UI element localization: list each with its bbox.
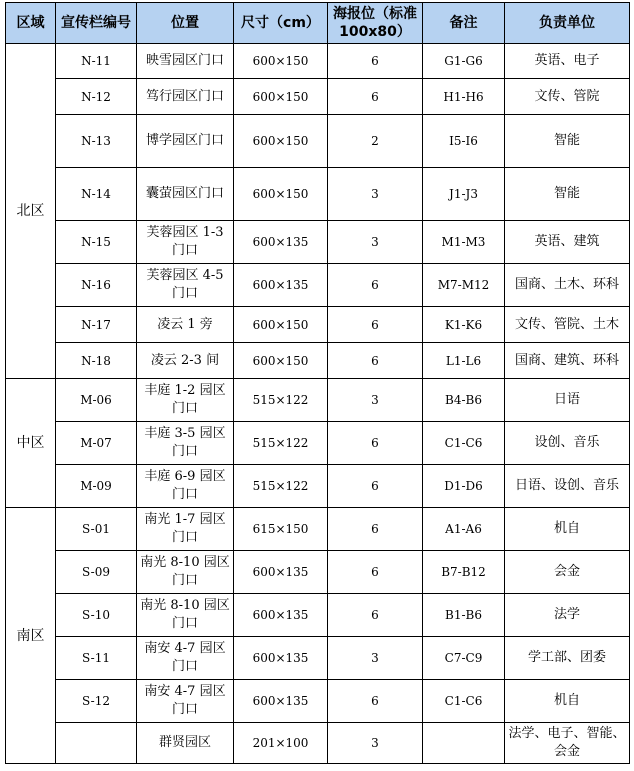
header-responsible-unit: 负责单位 — [505, 3, 630, 44]
header-code: 宣传栏编号 — [56, 3, 137, 44]
location-cell: 丰庭 3-5 园区门口 — [137, 422, 234, 465]
size-cell: 515×122 — [234, 379, 328, 422]
table-row — [6, 307, 630, 343]
table-row — [6, 637, 630, 680]
region-south-cell: 南区 — [6, 508, 56, 764]
code-cell: S-12 — [56, 680, 137, 723]
table-row — [6, 264, 630, 307]
poster-count-cell: 6 — [328, 594, 423, 637]
location-cell: 囊萤园区门口 — [137, 168, 234, 221]
region-middle-cell: 中区 — [6, 379, 56, 508]
note-cell: M1-M3 — [423, 221, 505, 264]
unit-cell: 英语、建筑 — [505, 221, 630, 264]
billboard-table — [5, 2, 630, 764]
note-cell: B4-B6 — [423, 379, 505, 422]
code-cell: N-16 — [56, 264, 137, 307]
header-size: 尺寸（cm） — [234, 3, 328, 44]
size-cell: 201×100 — [234, 723, 328, 764]
unit-cell: 日语 — [505, 379, 630, 422]
size-cell: 600×150 — [234, 79, 328, 115]
note-cell: I5-I6 — [423, 115, 505, 168]
code-cell — [56, 723, 137, 764]
poster-count-cell: 6 — [328, 508, 423, 551]
note-cell: A1-A6 — [423, 508, 505, 551]
poster-count-cell: 6 — [328, 680, 423, 723]
location-cell: 博学园区门口 — [137, 115, 234, 168]
table-row — [6, 508, 630, 551]
code-cell: N-15 — [56, 221, 137, 264]
unit-cell: 法学 — [505, 594, 630, 637]
note-cell: C1-C6 — [423, 680, 505, 723]
unit-cell: 会金 — [505, 551, 630, 594]
note-cell: J1-J3 — [423, 168, 505, 221]
poster-count-cell: 6 — [328, 465, 423, 508]
poster-count-cell: 6 — [328, 422, 423, 465]
code-cell: N-14 — [56, 168, 137, 221]
unit-cell: 文传、管院、土木 — [505, 307, 630, 343]
location-cell: 群贤园区 — [137, 723, 234, 764]
code-cell: N-11 — [56, 44, 137, 79]
unit-cell: 设创、音乐 — [505, 422, 630, 465]
size-cell: 600×150 — [234, 307, 328, 343]
table-row — [6, 723, 630, 764]
poster-count-cell: 3 — [328, 637, 423, 680]
poster-count-cell: 6 — [328, 264, 423, 307]
location-cell: 芙蓉园区 4-5 门口 — [137, 264, 234, 307]
poster-count-cell: 6 — [328, 79, 423, 115]
unit-cell: 法学、电子、智能、会金 — [505, 723, 630, 764]
unit-cell: 机自 — [505, 680, 630, 723]
table-row — [6, 465, 630, 508]
size-cell: 600×135 — [234, 637, 328, 680]
note-cell: H1-H6 — [423, 79, 505, 115]
size-cell: 600×135 — [234, 594, 328, 637]
note-cell: B1-B6 — [423, 594, 505, 637]
poster-count-cell: 3 — [328, 168, 423, 221]
table-row — [6, 79, 630, 115]
location-cell: 南安 4-7 园区门口 — [137, 680, 234, 723]
poster-count-cell: 3 — [328, 723, 423, 764]
size-cell: 600×135 — [234, 551, 328, 594]
location-cell: 凌云 1 旁 — [137, 307, 234, 343]
header-location: 位置 — [137, 3, 234, 44]
unit-cell: 英语、电子 — [505, 44, 630, 79]
size-cell: 615×150 — [234, 508, 328, 551]
code-cell: N-18 — [56, 343, 137, 379]
size-cell: 600×135 — [234, 264, 328, 307]
unit-cell: 机自 — [505, 508, 630, 551]
unit-cell: 智能 — [505, 115, 630, 168]
code-cell: N-13 — [56, 115, 137, 168]
location-cell: 丰庭 1-2 园区门口 — [137, 379, 234, 422]
location-cell: 南光 8-10 园区门口 — [137, 594, 234, 637]
location-cell: 丰庭 6-9 园区门口 — [137, 465, 234, 508]
table-row — [6, 343, 630, 379]
size-cell: 600×150 — [234, 343, 328, 379]
code-cell: S-01 — [56, 508, 137, 551]
location-cell: 南光 1-7 园区门口 — [137, 508, 234, 551]
note-cell: D1-D6 — [423, 465, 505, 508]
location-cell: 南安 4-7 园区门口 — [137, 637, 234, 680]
table-row — [6, 379, 630, 422]
table-row — [6, 680, 630, 723]
header-poster-count: 海报位（标准100x80） — [328, 3, 423, 44]
note-cell: K1-K6 — [423, 307, 505, 343]
size-cell: 515×122 — [234, 465, 328, 508]
poster-count-cell: 6 — [328, 343, 423, 379]
poster-count-cell: 6 — [328, 551, 423, 594]
poster-count-cell: 6 — [328, 44, 423, 79]
table-row — [6, 551, 630, 594]
table-row — [6, 115, 630, 168]
note-cell: C1-C6 — [423, 422, 505, 465]
code-cell: M-07 — [56, 422, 137, 465]
size-cell: 600×150 — [234, 115, 328, 168]
code-cell: S-11 — [56, 637, 137, 680]
note-cell: B7-B12 — [423, 551, 505, 594]
size-cell: 600×150 — [234, 44, 328, 79]
location-cell: 南光 8-10 园区门口 — [137, 551, 234, 594]
header-note: 备注 — [423, 3, 505, 44]
poster-count-cell: 3 — [328, 221, 423, 264]
size-cell: 600×150 — [234, 168, 328, 221]
poster-count-cell: 6 — [328, 307, 423, 343]
location-cell: 凌云 2-3 间 — [137, 343, 234, 379]
unit-cell: 日语、设创、音乐 — [505, 465, 630, 508]
code-cell: S-09 — [56, 551, 137, 594]
unit-cell: 学工部、团委 — [505, 637, 630, 680]
table-row — [6, 221, 630, 264]
code-cell: M-06 — [56, 379, 137, 422]
note-cell — [423, 723, 505, 764]
location-cell: 芙蓉园区 1-3 门口 — [137, 221, 234, 264]
note-cell: L1-L6 — [423, 343, 505, 379]
table-row — [6, 594, 630, 637]
size-cell: 600×135 — [234, 680, 328, 723]
region-north-cell: 北区 — [6, 44, 56, 379]
header-region: 区域 — [6, 3, 56, 44]
code-cell: N-12 — [56, 79, 137, 115]
table-row — [6, 44, 630, 79]
size-cell: 515×122 — [234, 422, 328, 465]
poster-count-cell: 3 — [328, 379, 423, 422]
unit-cell: 智能 — [505, 168, 630, 221]
unit-cell: 国商、建筑、环科 — [505, 343, 630, 379]
header-row — [6, 3, 630, 44]
location-cell: 映雪园区门口 — [137, 44, 234, 79]
code-cell: N-17 — [56, 307, 137, 343]
size-cell: 600×135 — [234, 221, 328, 264]
location-cell: 笃行园区门口 — [137, 79, 234, 115]
code-cell: S-10 — [56, 594, 137, 637]
table-row — [6, 422, 630, 465]
note-cell: C7-C9 — [423, 637, 505, 680]
table-row — [6, 168, 630, 221]
poster-count-cell: 2 — [328, 115, 423, 168]
note-cell: M7-M12 — [423, 264, 505, 307]
code-cell: M-09 — [56, 465, 137, 508]
unit-cell: 文传、管院 — [505, 79, 630, 115]
unit-cell: 国商、土木、环科 — [505, 264, 630, 307]
note-cell: G1-G6 — [423, 44, 505, 79]
table-body — [6, 44, 630, 764]
